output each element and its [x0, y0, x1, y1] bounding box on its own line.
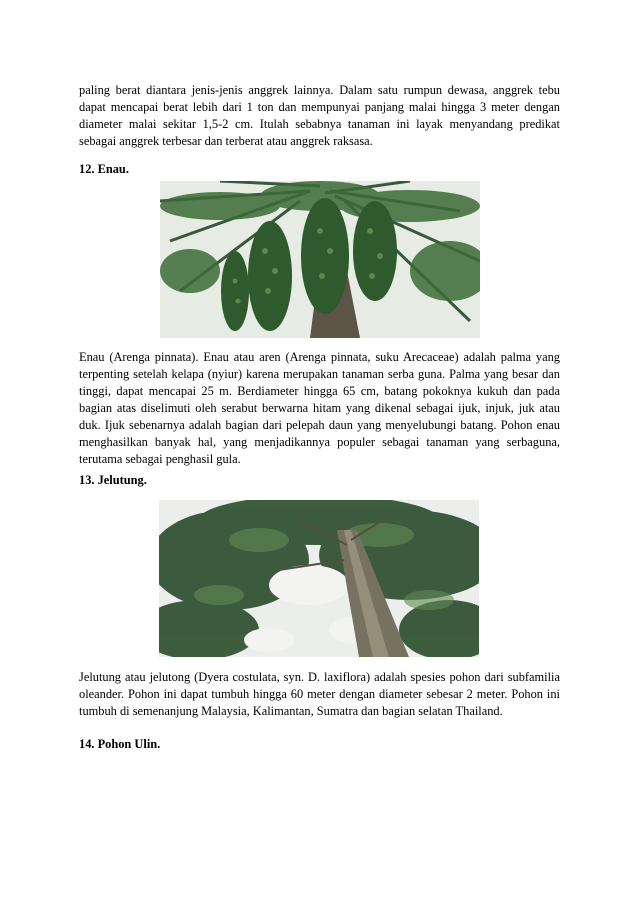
heading-jelutung: 13. Jelutung. — [79, 473, 147, 487]
heading-ulin: 14. Pohon Ulin. — [79, 737, 161, 751]
heading-enau: 12. Enau. — [79, 162, 129, 176]
paragraph-enau: Enau (Arenga pinnata). Enau atau aren (Arenga pinnata, suku Arecaceae) adalah palma yang terpenting setelah kelapa (nyiur) karena merupakan tanaman serba guna. Palma yang besar dan tinggi, dapat mencapai 25 m. Berdiameter hingga 65 cm, batang pokoknya kukuh dan pada bagian atas diselimuti oleh serabut berwarna hitam yang dikenal sebagai ijuk, injuk, juk atau duk. Ijuk sebenarnya adalah bagian dari pelepah daun yang menyelubungi batang. Pohon enau menghasilkan banyak hal, yang menjadikannya populer sebagai tanaman yang serbaguna, terutama sebagai penghasil gula. — [79, 350, 560, 466]
enau-photo — [160, 181, 480, 338]
paragraph-anggrek-tebu: paling berat diantara jenis-jenis anggrek lainnya. Dalam satu rumpun dewasa, anggrek tebu dapat mencapai berat lebih dari 1 ton dan mempunyai panjang malai hingga 3 meter dengan diameter malai sekitar 1,5-2 cm. Itulah sebabnya tanaman ini layak menyandang predikat sebagai anggrek terbesar dan terberat atau anggrek raksasa. — [79, 83, 560, 148]
jelutung-photo — [159, 500, 479, 657]
paragraph-jelutung: Jelutung atau jelutong (Dyera costulata, syn. D. laxiflora) adalah spesies pohon dari subfamilia oleander. Pohon ini dapat tumbuh hingga 60 meter dengan diameter sebesar 2 meter. Pohon ini tumbuh di semenanjung Malaysia, Kalimantan, Sumatra dan bagian selatan Thailand. — [79, 670, 560, 718]
